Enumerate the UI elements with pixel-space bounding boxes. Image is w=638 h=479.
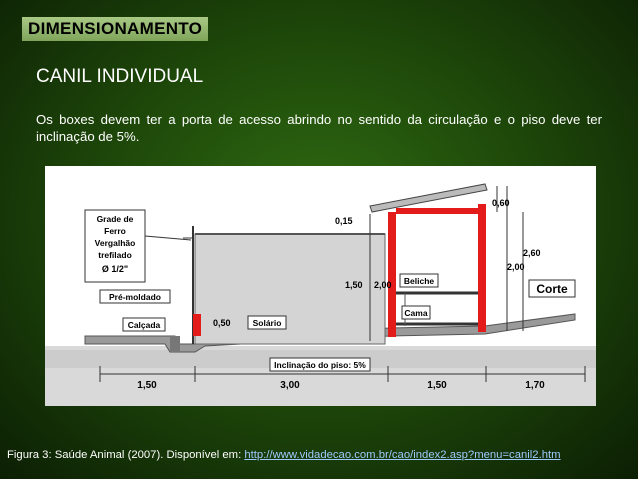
caption-text: Figura 3: Saúde Animal (2007). Disponível em: xyxy=(7,449,245,461)
gate xyxy=(193,314,201,336)
solario-label: Solário xyxy=(252,318,282,328)
dim-200-right: 2,00 xyxy=(507,262,525,272)
caption-link[interactable]: http://www.vidadecao.com.br/cao/index2.asp?menu=canil2.htm xyxy=(244,449,561,461)
figure-caption xyxy=(7,449,561,461)
dim-260: 2,60 xyxy=(523,248,541,258)
cama-label: Cama xyxy=(404,308,428,318)
inclinacao-label: Inclinação do piso: 5% xyxy=(274,360,366,370)
dim-bottom-300: 3,00 xyxy=(280,380,300,391)
grade-line-2: Ferro xyxy=(104,226,126,236)
slide-subtitle: CANIL INDIVIDUAL xyxy=(36,66,204,87)
grade-line-4: trefilado xyxy=(98,250,132,260)
slide-title: DIMENSIONAMENTO xyxy=(22,17,208,41)
dim-050: 0,50 xyxy=(213,318,231,328)
frame-left-post xyxy=(388,212,396,337)
curb-left xyxy=(170,336,180,352)
dim-bottom-170: 1,70 xyxy=(525,380,545,391)
dim-bottom-150-right: 1,50 xyxy=(427,380,447,391)
corte-label: Corte xyxy=(536,282,568,296)
roof xyxy=(370,184,487,212)
kennel-section-diagram xyxy=(45,166,596,406)
beliche-label: Beliche xyxy=(403,276,435,286)
dim-150-mid: 1,50 xyxy=(345,280,363,290)
dim-200-mid: 2,00 xyxy=(374,280,392,290)
dim-060: 0,60 xyxy=(492,198,510,208)
frame-top-beam xyxy=(396,208,478,214)
grade-line-5: Ø 1/2" xyxy=(101,264,129,274)
dim-bottom-150-left: 1,50 xyxy=(137,380,157,391)
grade-line-1: Grade de xyxy=(96,214,134,224)
dim-015: 0,15 xyxy=(335,216,353,226)
calcada-label: Calçada xyxy=(127,320,161,330)
grade-line-3: Vergalhão xyxy=(94,238,136,248)
frame-right-post xyxy=(478,204,486,332)
pre-moldado-label: Pré-moldado xyxy=(109,292,161,302)
slide-body-text: Os boxes devem ter a porta de acesso abrindo no sentido da circulação e o piso deve ter inclinação de 5%. xyxy=(36,112,602,144)
